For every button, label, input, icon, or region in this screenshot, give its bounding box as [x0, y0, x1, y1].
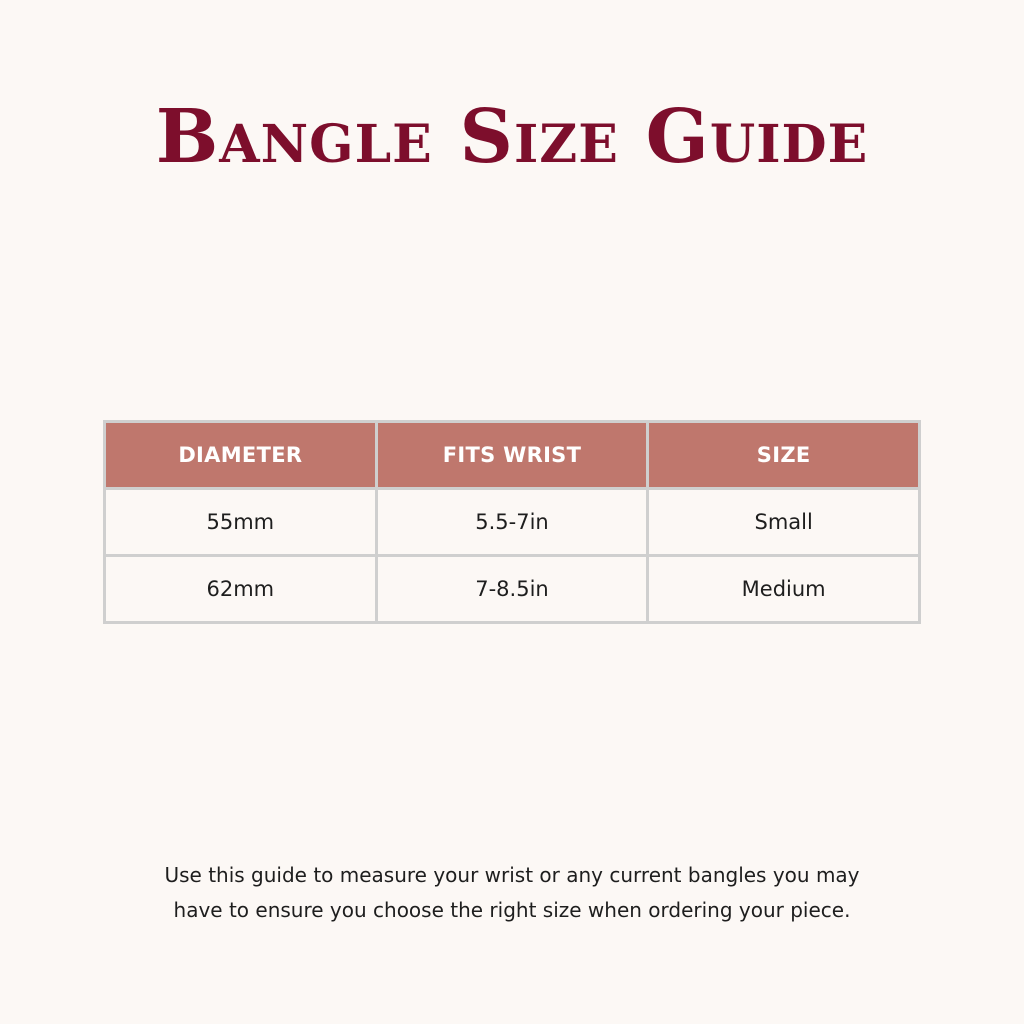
cell-size: Small [648, 489, 920, 556]
table-header-row [105, 422, 920, 489]
cell-diameter: 62mm [105, 556, 377, 623]
table-row [105, 556, 920, 623]
header-size: SIZE [648, 422, 920, 489]
cell-fits-wrist: 7-8.5in [376, 556, 648, 623]
cell-fits-wrist: 5.5-7in [376, 489, 648, 556]
guide-note [112, 858, 912, 928]
table-row [105, 489, 920, 556]
guide-note-line: have to ensure you choose the right size when ordering your piece. [173, 898, 851, 922]
page-title: Bangle Size Guide [155, 94, 869, 180]
header-diameter: DIAMETER [105, 422, 377, 489]
cell-size: Medium [648, 556, 920, 623]
cell-diameter: 55mm [105, 489, 377, 556]
size-table [103, 420, 921, 624]
header-fits-wrist: FITS WRIST [376, 422, 648, 489]
guide-note-line: Use this guide to measure your wrist or any current bangles you may [164, 863, 860, 887]
